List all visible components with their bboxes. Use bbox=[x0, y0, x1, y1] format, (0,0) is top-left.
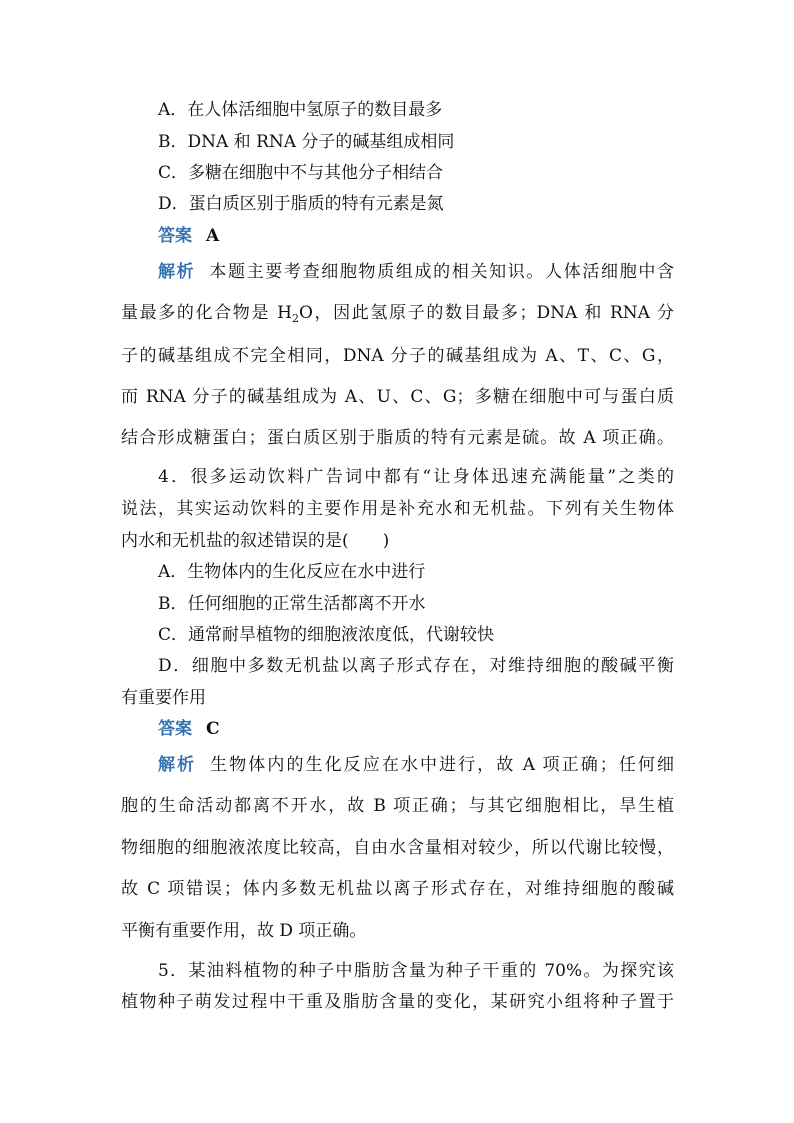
q4-analysis-line-4: 故 C 项错误；体内多数无机盐以离子形式存在，对维持细胞的酸碱 bbox=[121, 879, 674, 899]
q3-answer-value: A bbox=[206, 226, 220, 246]
q4-analysis-line-5: 平衡有重要作用，故 D 项正确。 bbox=[121, 921, 367, 941]
q4-option-a: A．生物体内的生化反应在水中进行 bbox=[158, 562, 426, 582]
q3-analysis-line-2: 量最多的化合物是 $H_2O$，因此氢原子的数目最多；DNA 和 RNA 分 bbox=[121, 303, 674, 325]
q3-option-d: D．蛋白质区别于脂质的特有元素是氮 bbox=[158, 194, 444, 214]
q5-stem-line-1: 5．某油料植物的种子中脂肪含量为种子干重的 70%。为探究该 bbox=[158, 961, 674, 981]
q4-analysis-label: 解析 bbox=[158, 755, 197, 775]
subscript-two: 2 bbox=[291, 312, 299, 325]
q3-option-b: B．DNA 和 RNA 分子的碱基组成相同 bbox=[158, 132, 455, 152]
q3-analysis-line-5: 结合形成糖蛋白；蛋白质区别于脂质的特有元素是硫。故 A 项正确。 bbox=[121, 428, 674, 448]
q4-stem-line-1: 4．很多运动饮料广告词中都有“让身体迅速充满能量”之类的 bbox=[158, 467, 674, 487]
q4-stem-line-2: 说法，其实运动饮料的主要作用是补充水和无机盐。下列有关生物体 bbox=[121, 499, 674, 519]
q4-option-b: B．任何细胞的正常生活都离不开水 bbox=[158, 594, 426, 614]
q4-stem-line-3: 内水和无机盐的叙述错误的是( ) bbox=[121, 531, 390, 551]
q3-answer-label: 答案 bbox=[158, 226, 192, 246]
q4-option-c: C．通常耐旱植物的细胞液浓度低，代谢较快 bbox=[158, 625, 495, 645]
q4-answer-value: C bbox=[206, 719, 220, 739]
q4-option-d: D．细胞中多数无机盐以离子形式存在，对维持细胞的酸碱平衡 bbox=[158, 656, 674, 676]
q4-analysis-line-3: 物细胞的细胞液浓度比较高，自由水含量相对较少，所以代谢比较慢， bbox=[121, 838, 674, 858]
q4-answer-label: 答案 bbox=[158, 719, 192, 739]
q3-option-a: A．在人体活细胞中氢原子的数目最多 bbox=[158, 100, 443, 120]
q5-stem-line-2: 植物种子萌发过程中干重及脂肪含量的变化，某研究小组将种子置于 bbox=[121, 992, 674, 1012]
q4-answer bbox=[158, 719, 220, 739]
q3-analysis-label: 解析 bbox=[158, 262, 196, 282]
q4-option-d-continued: 有重要作用 bbox=[121, 688, 206, 708]
q3-answer bbox=[158, 226, 219, 246]
q3-analysis-line-3: 子的碱基组成不完全相同，DNA 分子的碱基组成为 A、T、C、G， bbox=[121, 346, 674, 366]
q4-analysis-line-2: 胞的生命活动都离不开水，故 B 项正确；与其它细胞相比，旱生植 bbox=[121, 796, 674, 816]
q4-analysis-line-1: 解析 生物体内的生化反应在水中进行，故 A 项正确；任何细 bbox=[158, 755, 674, 775]
q3-option-c: C．多糖在细胞中不与其他分子相结合 bbox=[158, 163, 444, 183]
q3-analysis-line-4: 而 RNA 分子的碱基组成为 A、U、C、G；多糖在细胞中可与蛋白质 bbox=[121, 387, 674, 407]
q3-analysis-line-1: 解析 本题主要考查细胞物质组成的相关知识。人体活细胞中含 bbox=[158, 262, 675, 282]
